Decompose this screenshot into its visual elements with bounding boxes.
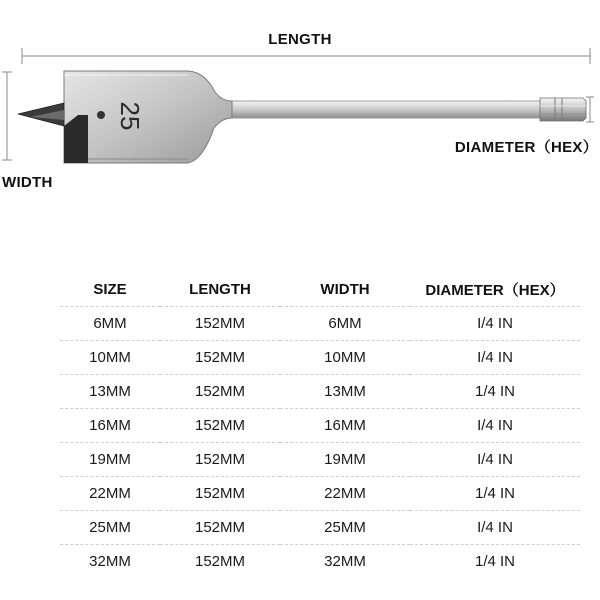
header-size: SIZE bbox=[60, 272, 160, 307]
cell-diameter: 1/4 IN bbox=[474, 553, 516, 570]
table-row bbox=[60, 443, 580, 477]
length-dimension-line bbox=[22, 48, 590, 64]
cell-width: 13MM bbox=[280, 375, 410, 409]
cell-length: 152MM bbox=[194, 553, 246, 570]
cell-diameter: I/4 IN bbox=[410, 409, 580, 443]
spade-bit-diagram bbox=[0, 0, 600, 200]
cell-diameter: I/4 IN bbox=[410, 307, 580, 341]
hex-shank bbox=[540, 98, 586, 121]
table-row bbox=[60, 545, 580, 579]
cell-length: 152MM bbox=[160, 477, 280, 511]
cell-length: 152MM bbox=[160, 307, 280, 341]
cell-length: 152MM bbox=[160, 511, 280, 545]
cell-width: 22MM bbox=[280, 477, 410, 511]
cell-size: 13MM bbox=[60, 375, 160, 409]
diameter-hex-label: DIAMETER（HEX） bbox=[454, 139, 598, 156]
cell-size: 19MM bbox=[60, 443, 160, 477]
bit-shaft bbox=[225, 101, 545, 118]
size-spec-table bbox=[60, 272, 580, 578]
table-header-row bbox=[60, 272, 580, 307]
table-row bbox=[60, 409, 580, 443]
spade-bit-illustration bbox=[0, 0, 600, 200]
header-length: LENGTH bbox=[160, 272, 280, 307]
cell-diameter: 1/4 IN bbox=[410, 477, 580, 511]
table-row bbox=[60, 307, 580, 341]
cell-length: 152MM bbox=[160, 443, 280, 477]
cell-width: 16MM bbox=[280, 409, 410, 443]
length-label: LENGTH bbox=[268, 31, 332, 48]
table-row bbox=[60, 477, 580, 511]
cell-diameter: I/4 IN bbox=[410, 443, 580, 477]
cell-width: 19MM bbox=[280, 443, 410, 477]
cell-size: 6MM bbox=[60, 307, 160, 341]
cell-diameter: 1/4 IN bbox=[410, 375, 580, 409]
cell-diameter: I/4 IN bbox=[410, 341, 580, 375]
table-row bbox=[60, 511, 580, 545]
cell-diameter: I/4 IN bbox=[410, 511, 580, 545]
bit-size-stamp: 25 bbox=[115, 101, 146, 131]
width-dimension-line bbox=[2, 72, 12, 160]
cell-width: 10MM bbox=[280, 341, 410, 375]
header-width: WIDTH bbox=[280, 272, 410, 307]
cell-size: 16MM bbox=[60, 409, 160, 443]
cell-size: 10MM bbox=[60, 341, 160, 375]
table-row bbox=[60, 341, 580, 375]
cell-length: 152MM bbox=[160, 341, 280, 375]
cell-width: 25MM bbox=[280, 511, 410, 545]
cell-size: 25MM bbox=[60, 511, 160, 545]
blade-hole bbox=[97, 111, 105, 119]
cell-width: 32MM bbox=[324, 553, 366, 570]
cell-size: 22MM bbox=[60, 477, 160, 511]
cell-width: 6MM bbox=[280, 307, 410, 341]
cell-length: 152MM bbox=[160, 375, 280, 409]
header-diameter: DIAMETER（HEX） bbox=[410, 272, 580, 307]
width-label: WIDTH bbox=[2, 174, 53, 191]
cell-length: 152MM bbox=[160, 409, 280, 443]
table-row bbox=[60, 375, 580, 409]
cell-size: 32MM bbox=[89, 553, 131, 570]
spade-blade bbox=[64, 71, 232, 163]
diameter-dimension-line bbox=[586, 97, 594, 122]
